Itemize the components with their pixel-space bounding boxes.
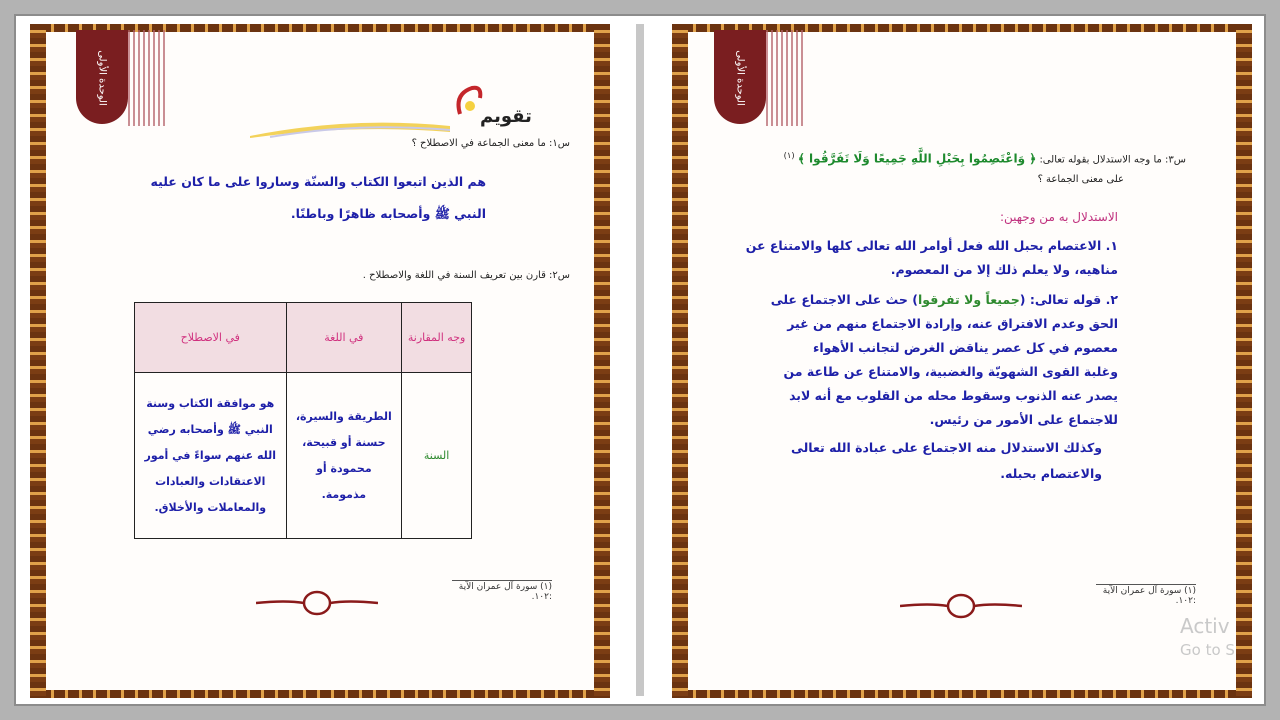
tab-stripes — [766, 30, 806, 126]
point-2-line-4: وغلبة القوى الشهويّة والغضبية، والامتناع عن طاعة من — [783, 364, 1118, 379]
logo-text: تقويم — [480, 106, 532, 127]
table-cell-term: السنة — [402, 373, 472, 539]
ornament-divider — [900, 593, 1022, 619]
question-1: س١: ما معنى الجماعة في الاصطلاح ؟ — [411, 138, 570, 149]
page-border-right — [1236, 24, 1252, 698]
page-border-left — [672, 24, 688, 698]
point-2-line-3: معصوم في كل عصر يناقض الغرض لتجانب الأهواء — [812, 340, 1118, 355]
left-page — [30, 24, 610, 698]
page-divider — [636, 24, 644, 696]
unit-tab-label: الوحدة الأولى — [734, 50, 746, 106]
point-3-line-2: والاعتصام بحبله. — [1000, 466, 1102, 481]
question-3-prefix: س٣: ما وجه الاستدلال بقوله تعالى: — [1039, 154, 1186, 166]
right-page — [672, 24, 1252, 698]
unit-tab — [714, 30, 766, 124]
table-header-cell: في اللغة — [286, 303, 402, 373]
point-2-rest: ) حث على الاجتماع على — [770, 292, 918, 307]
point-2-quote: جميعاً ولا تفرقوا — [917, 292, 1020, 307]
point-1-line-2: مناهيه، ولا يعلم ذلك إلا من المعصوم. — [890, 262, 1118, 277]
answer-1-line-2: النبي ﷺ وأصحابه ظاهرًا وباطنًا. — [290, 206, 486, 221]
watermark-line-1: Activ — [1180, 614, 1230, 638]
footnote: (١) سورة آل عمران الآية :١٠٢. — [452, 580, 552, 602]
question-2: س٢: قارن بين تعريف السنة في اللغة والاصطلاح . — [362, 270, 570, 281]
logo-swoosh — [250, 120, 450, 138]
table-header-cell: في الاصطلاح — [135, 303, 287, 373]
point-2-line-2: الحق وعدم الافتراق عنه، وإرادة الاجتماع منهم من غير — [787, 316, 1118, 331]
footnote: (١) سورة آل عمران الآية :١٠٢. — [1096, 584, 1196, 606]
unit-tab — [76, 30, 128, 124]
table-header-cell: وجه المقارنة — [402, 303, 472, 373]
answer-1-line-1: هم الذين اتبعوا الكتاب والسنّة وساروا على ما كان عليه — [150, 174, 486, 189]
ornament-divider — [256, 590, 378, 616]
page-border-right — [594, 24, 610, 698]
point-2-line-5: يصدر عنه الذنوب وسقوط محله من القلوب مع أنه لابد — [789, 388, 1118, 403]
point-2-line-6: للاجتماع على الأمور من رئيس. — [929, 412, 1118, 427]
section-heading: الاستدلال به من وجهين: — [999, 210, 1118, 224]
unit-tab-label: الوحدة الأولى — [96, 50, 108, 106]
point-1-line-1: ١. الاعتصام بحبل الله فعل أوامر الله تعالى كلها والامتناع عن — [745, 238, 1118, 253]
verse-reference: (١) — [783, 150, 795, 160]
point-3-line-1: وكذلك الاستدلال منه الاجتماع على عبادة الله تعالى — [790, 440, 1102, 455]
activation-watermark — [1180, 614, 1235, 662]
point-2-lead: ٢. قوله تعالى: ( — [1019, 292, 1118, 307]
table-cell-terminology: هو موافقة الكتاب وسنة النبي ﷺ وأصحابه رضي الله عنهم سواءً في أمور الاعتقادات والعبادات والمعاملات والأخلاق. — [135, 373, 287, 539]
page-border-bottom — [672, 690, 1252, 698]
quran-verse: ﴿ وَاعْتَصِمُوا بِحَبْلِ اللَّهِ جَمِيعًا وَلَا تَفَرَّقُوا ﴾ — [797, 151, 1037, 166]
question-3-line-2: على معنى الجماعة ؟ — [1037, 174, 1124, 185]
table-row — [135, 373, 472, 539]
watermark-line-2: Go to S — [1180, 641, 1235, 659]
page-border-bottom — [30, 690, 610, 698]
comparison-table — [134, 302, 472, 539]
page-border-left — [30, 24, 46, 698]
table-cell-language: الطريقة والسيرة، حسنة أو قبيحة، محمودة أو مذمومة. — [286, 373, 402, 539]
question-3 — [784, 150, 1186, 165]
tab-stripes — [128, 30, 168, 126]
table-header-row — [135, 303, 472, 373]
